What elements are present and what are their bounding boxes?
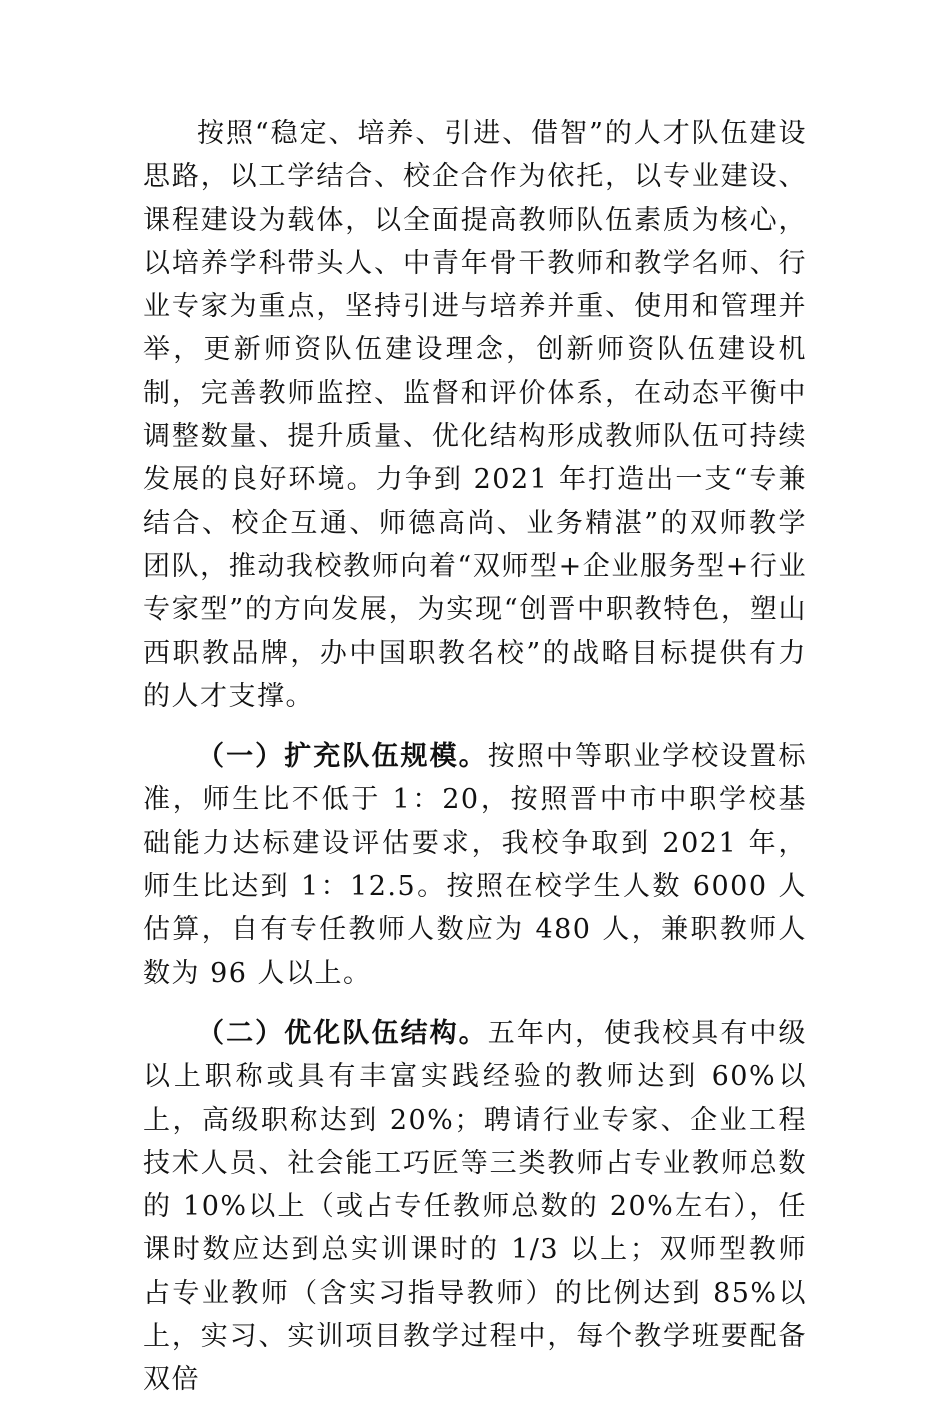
- paragraph-expand-scale: [143, 735, 807, 995]
- paragraph-text: 按照“稳定、培养、引进、借智”的人才队伍建设思路，以工学结合、校企合作为依托，以专业建设、课程建设为载体，以全面提高教师队伍素质为核心，以培养学科带头人、中青年骨干教师和教学名师、行业专家为重点，坚持引进与培养并重、使用和管理并举，更新师资队伍建设理念，创新师资队伍建设机制，完善教师监控、监督和评价体系，在动态平衡中调整数量、提升质量、优化结构形成教师队伍可持续发展的良好环境。力争到 2021 年打造出一支“专兼结合、校企互通、师德高尚、业务精湛”的双师教学团队，推动我校教师向着“双师型+企业服务型+行业专家型”的方向发展，为实现“创晋中职教特色，塑山西职教品牌，办中国职教名校”的战略目标提供有力的人才支撑。: [143, 118, 807, 712]
- paragraph-text: 按照中等职业学校设置标准，师生比不低于 1：20，按照晋中市中职学校基础能力达标建设评估要求，我校争取到 2021 年，师生比达到 1：12.5。按照在校学生人数 6000 人估算，自有专任教师人数应为 480 人，兼职教师人数为 96 人以上。: [143, 741, 807, 989]
- document-body: [143, 112, 807, 1402]
- paragraph-optimize-structure: [143, 1012, 807, 1402]
- paragraph-intro: [143, 112, 807, 718]
- section-heading: （一）扩充队伍规模。: [197, 741, 488, 773]
- section-heading: （二）优化队伍结构。: [197, 1017, 488, 1049]
- paragraph-text: 五年内，使我校具有中级以上职称或具有丰富实践经验的教师达到 60%以上，高级职称达到 20%；聘请行业专家、企业工程技术人员、社会能工巧匠等三类教师占专业教师总数的 10%以上（或占专任教师总数的 20%左右），任课时数应达到总实训课时的 1/3 以上；双师型教师占专业教师（含实习指导教师）的比例达到 85%以上，实习、实训项目教学过程中，每个教学班要配备双倍: [143, 1017, 807, 1396]
